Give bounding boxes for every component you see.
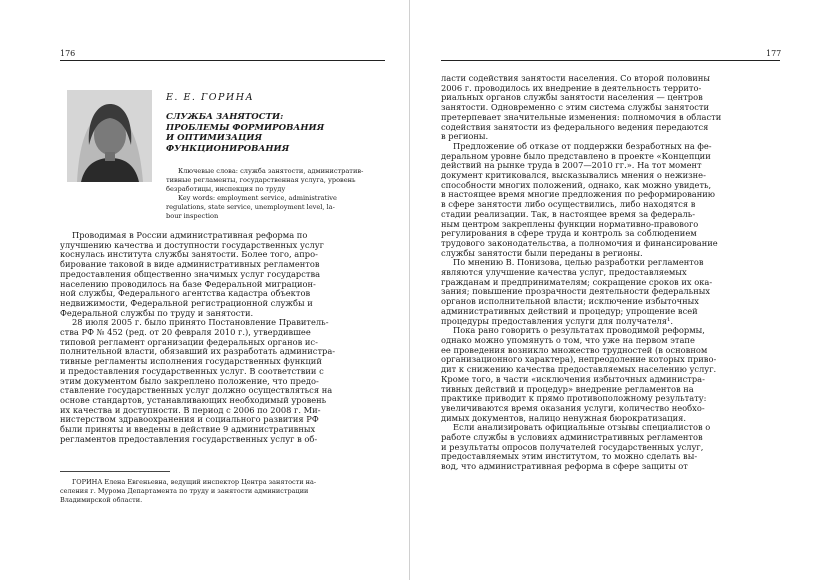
text-line: претерпевает значительные изменения: полномочия в области [441,112,722,122]
title-line: СЛУЖБА ЗАНЯТОСТИ: [166,112,284,122]
text-line: основе стандартов, устанавливающих необходимый уровень [60,395,327,405]
text-line: и результаты опросов получателей государственных услуг, [441,442,704,452]
text-line: однако можно упомянуть о том, что уже на первом этапе [441,335,695,345]
text-line: вод, что административная реформа в сфере защиты от [441,462,688,472]
keywords-line: regulations, state service, unemployment level, la- [166,203,335,211]
text-line: ной службы, Федерального агентства кадастра объектов [60,289,311,299]
keywords-line: Ключевые слова: служба занятости, административ- [178,167,364,175]
text-line: этим документом было закреплено положение, что предо- [60,376,319,386]
title-line: ФУНКЦИОНИРОВАНИЯ [166,143,290,154]
text-line: предоставляемых этим институтом, то можно сделать вы- [441,452,698,462]
article-title [166,112,324,154]
text-line: димых документов, налицо ненужная бюрократизация. [441,413,686,423]
left-body-text [60,231,385,444]
text-line: предоставления общественно значимых услуг государства [60,269,321,279]
text-line: практике приводит к прямо противоположному результату: [441,394,707,404]
text-line: службы занятости были переданы в регионы. [441,248,643,258]
text-line: Кроме того, в части «исключения избыточных администра- [441,374,705,384]
left-header-rule [60,60,385,61]
text-line: органов исполнительной власти; исключение избыточных [441,297,699,307]
text-line: действий на рынке труда в 2007—2010 гг.». На тот момент [441,161,702,171]
author-photo [67,90,152,182]
text-line: организационного характера), непреодоление которых приво- [441,355,717,365]
keywords-line: безработицы, инспекция по труду [166,185,286,193]
right-page-number: 177 [766,49,782,58]
text-line: трудового законодательства, а полномочия и финансирование [441,238,718,248]
text-line: населению проводилось на базе Федеральной миграцион- [60,279,316,289]
text-line: нистерством здравоохранения и социального развития РФ [60,415,319,425]
text-line: бирование таковой в виде административных регламентов [60,260,320,270]
keywords-line: тивные регламенты, государственная услуга, уровень [166,176,356,184]
text-line: 28 июля 2005 г. было принято Постановление Правитель- [72,318,329,328]
text-line: Проводимая в России административная реформа по [72,231,308,240]
text-line: регламентов предоставления государственных услуг в об- [60,434,318,444]
text-line: тивные регламенты исполнения государственных функций [60,357,322,367]
text-line: увеличиваются время оказания услуги, количество необхо- [441,403,705,413]
text-line: занятости. Одновременно с этим система службы занятости [441,103,710,113]
text-line: тивных действий и процедур» внедрение регламентов на [441,384,694,394]
text-line: ласти содействия занятости населения. Со второй половины [441,74,710,83]
text-line: гражданам и предпринимателям; сокращение сроков их ока- [441,277,713,287]
text-line: 2006 г. проводилось их внедрение в деятельность террито- [441,83,702,93]
keywords-line: bour inspection [166,212,219,220]
text-line: дит к снижению качества предоставляемых населению услуг. [441,365,717,375]
text-line: являются улучшение качества услуг, предоставляемых [441,268,687,278]
text-line: работе службы в условиях административных регламентов [441,433,703,443]
text-line: способности многих положений, однако, как можно увидеть, [441,180,712,190]
text-line: улучшению качества и доступности государственных услуг [60,240,324,250]
text-line: стадии реализации. Так, в настоящее время за федераль- [441,209,696,219]
left-page-number: 176 [60,49,76,58]
keywords-block [166,167,380,221]
text-line: содействия занятости из федерального ведения передаются [441,122,709,132]
text-line: процедуры предоставления услуги для получателя¹. [441,316,673,326]
text-line: документ критиковался, высказывались мнения о нежизне- [441,171,706,181]
text-line: коснулась института службы занятости. Более того, апро- [60,250,318,260]
text-line: Федеральной службы по труду и занятости. [60,308,254,318]
text-line: Предложение об отказе от поддержки безработных на фе- [453,141,712,151]
right-body-text [441,74,766,472]
footnote-line: Владимирской области. [60,496,143,504]
text-line: и предоставления государственных услуг. В соответствии с [60,366,324,376]
text-line: зания; повышение прозрачности деятельности федеральных [441,287,711,297]
text-line: регулирования в сфере труда и контроль за соблюдением [441,229,697,239]
text-line: их качества и доступности. В период с 2006 по 2008 г. Ми- [60,405,321,415]
text-line: в регионы. [441,132,489,142]
text-line: полнительной власти, обязавший их разработать администра- [60,347,336,357]
text-line: Если анализировать официальные отзывы специалистов о [453,423,711,433]
text-line: ставление государственных услуг должно осуществляться на [60,386,333,396]
author-footnote [60,478,385,505]
text-line: ства РФ № 452 (ред. от 20 февраля 2010 г.), утвердившее [60,328,311,338]
text-line: деральном уровне было представлено в проекте «Концепции [441,151,711,161]
keywords-line: Key words: employment service, administrative [178,194,337,202]
text-line: Пока рано говорить о результатах проводимой реформы, [453,326,705,336]
author-name: Е. Е. ГОРИНА [166,92,255,103]
footnote-rule [60,471,170,472]
title-line: ПРОБЛЕМЫ ФОРМИРОВАНИЯ [166,122,325,133]
text-line: были приняты и введены в действие 9 административных [60,425,316,435]
footnote-line: ГОРИНА Елена Евгеньевна, ведущий инспектор Центра занятости на- [72,478,317,486]
text-line: в настоящее время многие предложения по реформированию [441,190,716,200]
text-line: недвижимости, Федеральной регистрационной службы и [60,298,313,308]
title-line: И ОПТИМИЗАЦИЯ [166,133,263,143]
text-line: ным центром закреплены функции нормативно-правового [441,219,699,229]
author-portrait-image [67,90,152,182]
text-line: в сфере занятости либо осуществились, либо находятся в [441,200,696,210]
text-line: ее проведения возникло множество трудностей (в основном [441,345,708,355]
footnote-line: селения г. Мурома Департамента по труду и занятости администрации [60,487,309,495]
text-line: риальных органов службы занятости населения — центров [441,93,703,103]
text-line: административных действий и процедур; упрощение всей [441,306,698,316]
text-line: По мнению В. Понизова, целью разработки регламентов [453,258,704,268]
text-line: типовой регламент организации федеральных органов ис- [60,337,318,347]
right-header-rule [441,60,780,61]
